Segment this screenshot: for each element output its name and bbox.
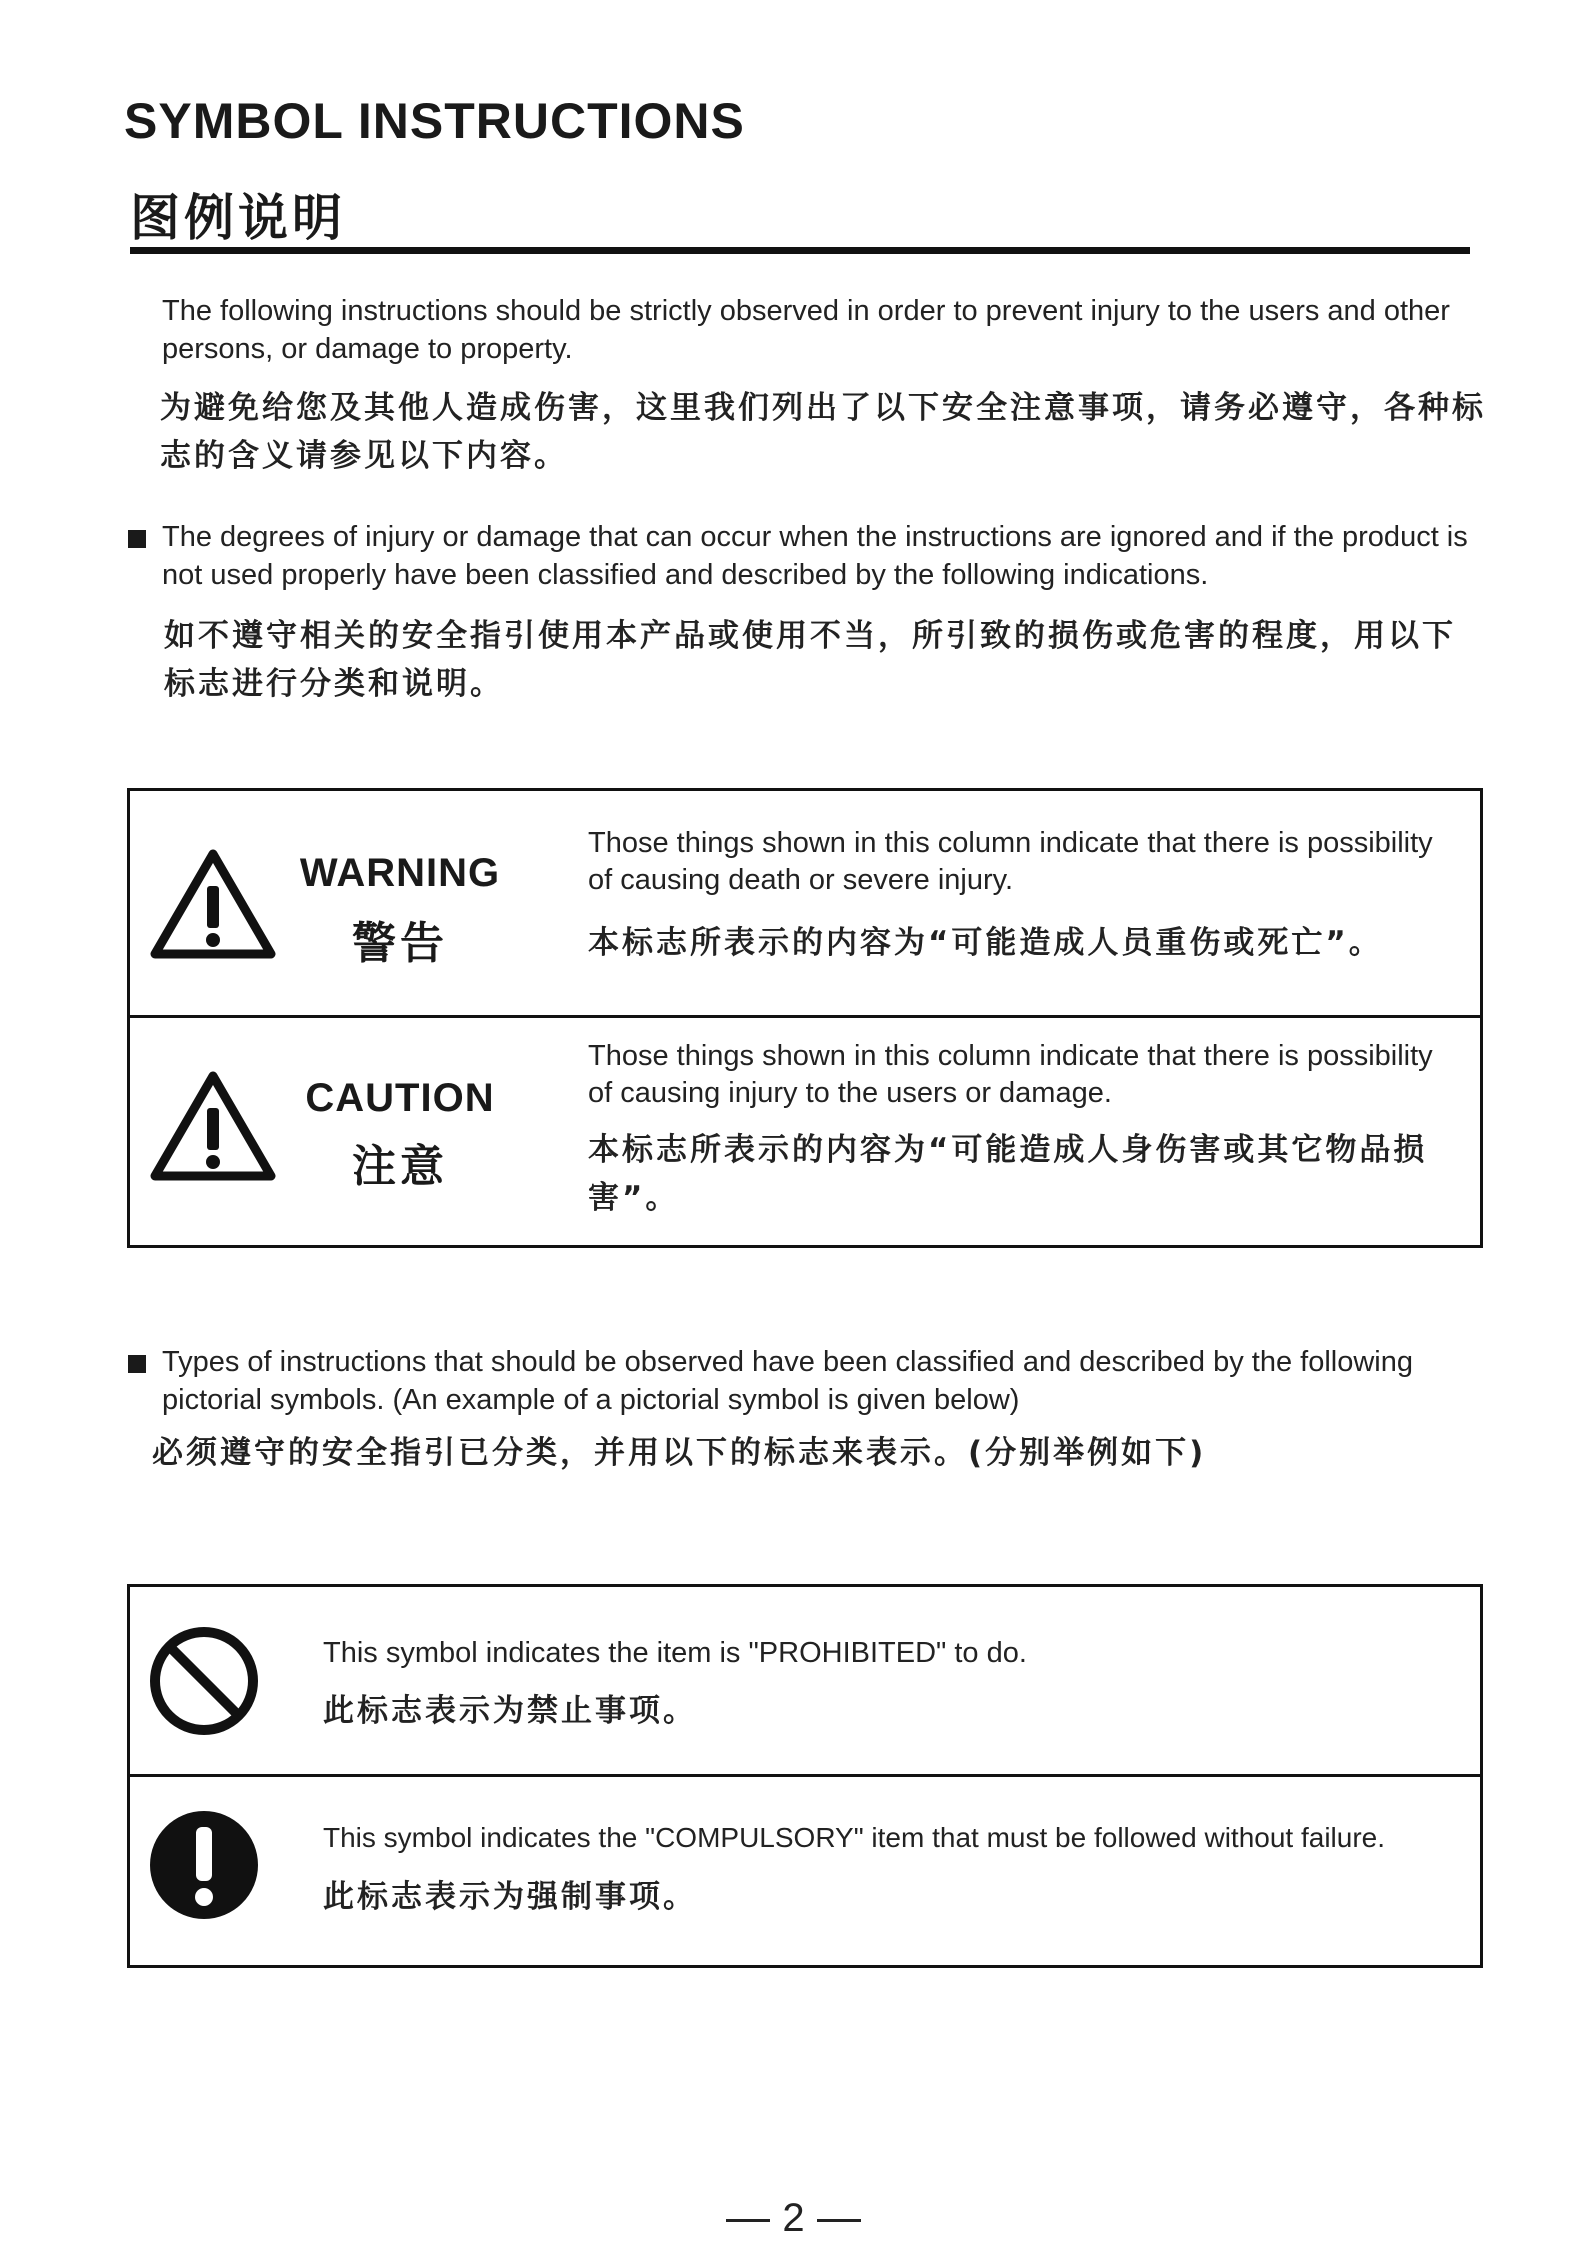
- prohibited-description-cn: 此标志表示为禁止事项。: [323, 1693, 697, 1729]
- intro-text-cn: 为避免给您及其他人造成伤害，这里我们列出了以下安全注意事项，请务必遵守，各种标志的含义请参见以下内容。: [160, 390, 1486, 474]
- page-number-dash: [817, 2219, 861, 2222]
- warning-row: [130, 791, 1480, 1017]
- warning-description-cn: 本标志所表示的内容为“可能造成人员重伤或死亡”。: [588, 925, 1383, 961]
- intro-text-en: The following instructions should be strictly observed in order to prevent injury to the users and other persons, or damage to property.: [162, 295, 1450, 365]
- indications-table: [127, 788, 1483, 1248]
- caution-label-cn: 注意: [352, 1141, 448, 1192]
- types-text-en: Types of instructions that should be observed have been classified and described by the following pictorial symbols. (An example of a pictorial symbol is given below): [162, 1346, 1413, 1416]
- caution-description-en: Those things shown in this column indicate that there is possibility of causing injury to the users or damage.: [588, 1040, 1433, 1109]
- symbols-table: [127, 1584, 1483, 1968]
- page-number-value: 2: [782, 2196, 805, 2240]
- prohibited-description-en: This symbol indicates the item is "PROHIBITED" to do.: [323, 1637, 1027, 1669]
- prohibited-row: [130, 1587, 1480, 1777]
- degrees-text-en: The degrees of injury or damage that can occur when the instructions are ignored and if the product is not used properly have been classified and described by the following indications.: [162, 521, 1468, 591]
- compulsory-row: [130, 1777, 1480, 1967]
- page-title: SYMBOL INSTRUCTIONS: [124, 93, 745, 149]
- warning-triangle-icon: [148, 846, 278, 961]
- compulsory-icon: [146, 1807, 262, 1923]
- caution-label: CAUTION: [305, 1076, 495, 1120]
- warning-label: WARNING: [299, 851, 501, 895]
- caution-description-cn: 本标志所表示的内容为“可能造成人身伤害或其它物品损害”。: [588, 1132, 1428, 1216]
- bullet-square: [128, 530, 146, 548]
- title-rule: [130, 247, 1470, 254]
- prohibited-icon: [146, 1623, 262, 1739]
- types-text-cn: 必须遵守的安全指引已分类，并用以下的标志来表示。(分别举例如下): [152, 1435, 1207, 1471]
- page-title-cn: 图例说明: [130, 189, 346, 247]
- caution-triangle-icon: [148, 1068, 278, 1183]
- warning-description-en: Those things shown in this column indicate that there is possibility of causing death or severe injury.: [588, 827, 1433, 896]
- degrees-text-cn: 如不遵守相关的安全指引使用本产品或使用不当，所引致的损伤或危害的程度，用以下标志进行分类和说明。: [164, 618, 1456, 702]
- warning-label-cn: 警告: [352, 918, 448, 969]
- compulsory-description-cn: 此标志表示为强制事项。: [323, 1879, 697, 1915]
- page-number: [0, 2196, 1587, 2241]
- bullet-square: [128, 1355, 146, 1373]
- caution-row: [130, 1018, 1480, 1246]
- compulsory-description-en: This symbol indicates the "COMPULSORY" item that must be followed without failure.: [323, 1822, 1386, 1853]
- page-number-dash: [726, 2219, 770, 2222]
